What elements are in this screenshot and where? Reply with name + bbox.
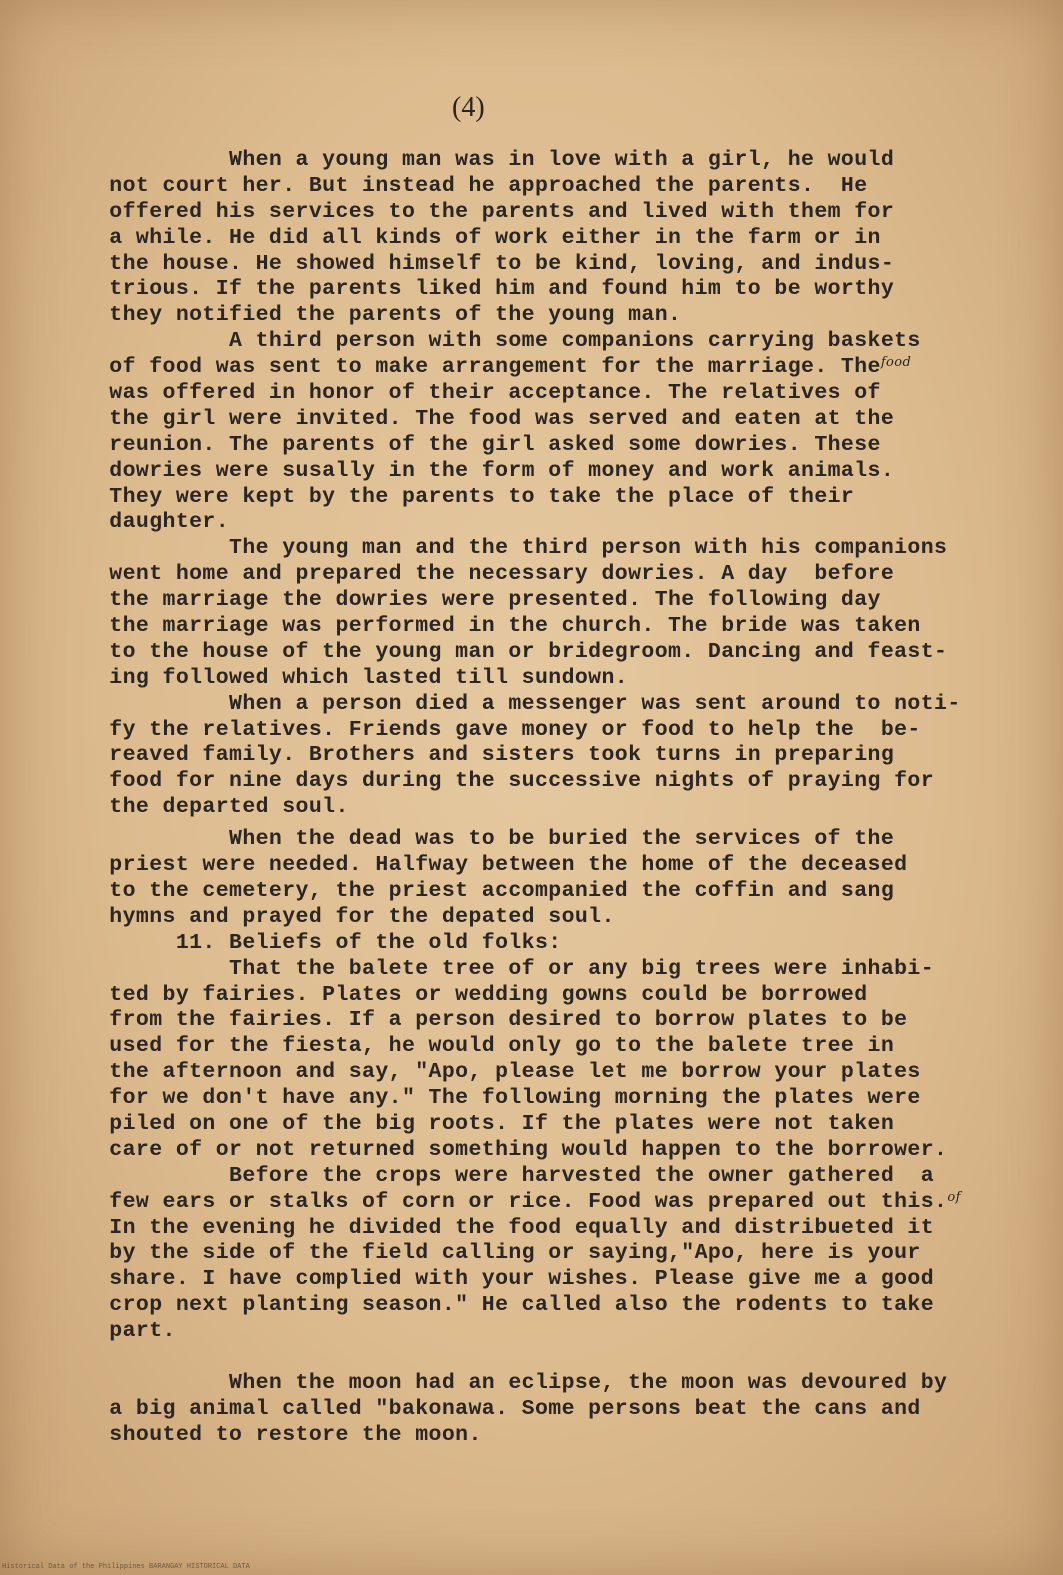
text-line: priest were needed. Halfway between the home of the deceased [96,853,908,878]
text-line: In the evening he divided the food equally and distribueted it [96,1215,935,1240]
text-line: a big animal called "bakonawa. Some persons beat the cans and [96,1396,921,1421]
text-line: When the moon had an eclipse, the moon was devoured by [96,1370,948,1395]
text-line: went home and prepared the necessary dowries. A day before [96,562,895,587]
text-line-with-note [96,355,1056,381]
text-line: daughter. [96,510,230,535]
text-line: from the fairies. If a person desired to borrow plates to be [96,1008,908,1033]
text-line: dowries were susally in the form of money and work animals. [96,458,895,483]
text-line: shouted to restore the moon. [96,1422,482,1447]
text-line: care of or not returned something would happen to the borrower. [96,1137,948,1162]
text-line: fy the relatives. Friends gave money or food to help the be- [96,717,921,742]
text-line: 11. Beliefs of the old folks: [96,930,562,955]
text-line: food for nine days during the successive nights of praying for [96,769,935,794]
text-line: was offered in honor of their acceptance. The relatives of [96,381,881,406]
text-line: the departed soul. [96,795,349,820]
text-line: a while. He did all kinds of work either in the farm or in [96,225,881,250]
text-line: offered his services to the parents and lived with them for [96,199,895,224]
text-line: of food was sent to make arrangement for the marriage. The [96,355,881,380]
text-line: ing followed which lasted till sundown. [96,665,629,690]
text-line: The young man and the third person with his companions [96,536,948,561]
text-line: When a person died a messenger was sent around to noti- [96,691,961,716]
text-line: When the dead was to be buried the services of the [96,827,895,852]
text-line: share. I have complied with your wishes. Please give me a good [96,1267,935,1292]
text-line: That the balete tree of or any big trees were inhabi- [96,956,935,981]
text-line: the marriage was performed in the church. The bride was taken [96,614,921,639]
text-line: A third person with some companions carrying baskets [96,329,921,354]
text-line-with-note [96,1164,1056,1190]
text-line: used for the fiesta, he would only go to the balete tree in [96,1034,895,1059]
text-line: few ears or stalks of corn or rice. Food was prepared out this. [96,1189,948,1214]
text-line: the house. He showed himself to be kind, loving, and indus- [96,251,895,276]
body-text [96,148,1056,1449]
text-line: for we don't have any." The following morning the plates were [96,1086,921,1111]
text-line: trious. If the parents liked him and found him to be worthy [96,277,895,302]
handwritten-note-food: food [880,355,912,371]
text-line: by the side of the field calling or saying,"Apo, here is your [96,1241,921,1266]
text-line: Before the crops were harvested the owner gathered a [96,1163,935,1188]
handwritten-note-of: of [947,1189,961,1205]
footer-text: Historical Data of the Philippines BARANGAY HISTORICAL DATA [2,1563,250,1571]
text-line: They were kept by the parents to take the place of their [96,484,855,509]
blank-line [96,1345,1056,1371]
text-line: ted by fairies. Plates or wedding gowns could be borrowed [96,982,868,1007]
text-line: the girl were invited. The food was served and eaten at the [96,406,895,431]
text-line: reunion. The parents of the girl asked some dowries. These [96,432,881,457]
text-line: hymns and prayed for the depated soul. [96,904,615,929]
text-line: reaved family. Brothers and sisters took turns in preparing [96,743,895,768]
text-line: piled on one of the big roots. If the plates were not taken [96,1111,895,1136]
text-line: When a young man was in love with a girl, he would [96,148,895,172]
text-line: to the house of the young man or bridegroom. Dancing and feast- [96,639,948,664]
page-number: (4) [452,92,485,123]
text-line: crop next planting season." He called also the rodents to take [96,1293,935,1318]
text-line: not court her. But instead he approached the parents. He [96,173,868,198]
text-line: to the cemetery, the priest accompanied the coffin and sang [96,878,895,903]
text-line-with-note [96,1190,1056,1216]
text-line: the afternoon and say, "Apo, please let me borrow your plates [96,1060,921,1085]
text-line: part. [96,1319,176,1344]
text-line: they notified the parents of the young man. [96,303,682,328]
text-line: the marriage the dowries were presented. The following day [96,588,881,613]
